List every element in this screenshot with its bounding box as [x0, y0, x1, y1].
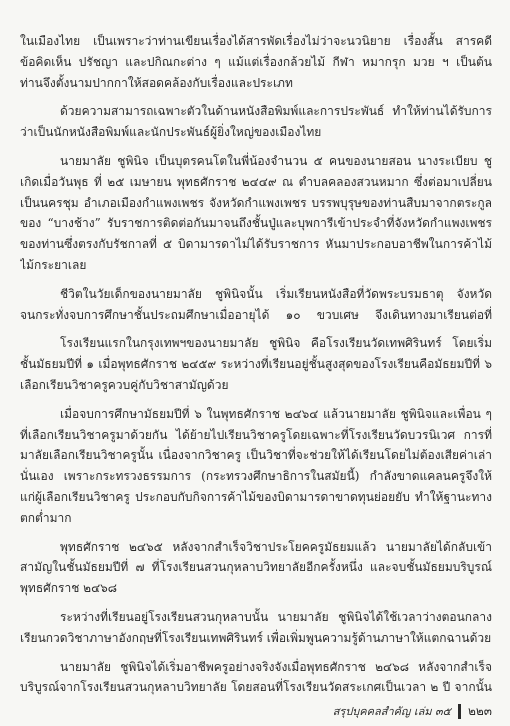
text-line: บริบูรณ์จากโรงเรียนสวนกุหลาบวิทยาลัย โดยสอนที่โรงเรียนวัดสระเกศเป็นเวลา ๒ ปี จากนั้น [20, 680, 492, 695]
text-line: เป็นนครชุม อำเภอเมืองกำแพงเพชร จังหวัดกำแพงเพชร บรรพบุรุษของท่านสืบมาจากตระกูล [20, 195, 492, 210]
paragraph [20, 537, 492, 599]
text-line: ชั้นมัธยมปีที่ ๑ เมื่อพุทธศักราช ๒๔๕๙ ระหว่างที่เรียนอยู่ชั้นสูงสุดของโรงเรียนคือมัธยมปีที่ ๖ [20, 357, 492, 372]
paragraph [20, 151, 492, 276]
text-line: ด้วยความสามารถเฉพาะตัวในด้านหนังสือพิมพ์และการประพันธ์ ทำให้ท่านได้รับการ [60, 104, 492, 119]
text-line: สามัญในชั้นมัธยมปีที่ ๗ ที่โรงเรียนสวนกุหลาบวิทยาลัยอีกครั้งหนึ่ง และจบชั้นมัธยมบริบูรณ์ [20, 560, 492, 575]
paragraph [20, 31, 492, 93]
text-line: เมื่อจบการศึกษามัธยมปีที่ ๖ ในพุทธศักราช ๒๔๖๔ แล้วนายมาลัย ชูพินิจและเพื่อน ๆ [60, 406, 492, 421]
text-line: ระหว่างที่เรียนอยู่โรงเรียนสวนกุหลาบนั้น นายมาลัย ชูพินิจได้ใช้เวลาว่างตอนกลาง [60, 609, 492, 624]
text-line: เรียนกวดวิชาภาษาอังกฤษที่โรงเรียนเทพศิรินทร์ เพื่อเพิ่มพูนความรู้ด้านภาษาให้แตกฉานด้วย [20, 630, 492, 645]
paragraph [20, 657, 492, 699]
text-line: นายมาลัย ชูพินิจ เป็นบุตรคนโตในพี่น้องจำนวน ๕ คนของนายสอน นางระเบียบ ชู [60, 153, 492, 168]
text-line: ข้อคิดเห็น ปรัชญา และปกิณกะต่าง ๆ แม้แต่เรื่องกล้วยไม้ กีฬา หมากรุก มวย ฯ เป็นต้น [20, 54, 492, 69]
text-line: แก่ผู้เลือกเรียนวิชาครู ประกอบกับกิจการค้าไม้ของบิดามารดาขาดทุนย่อยยับ ทำให้ฐานะทาง [20, 489, 492, 504]
text-line: ชีวิตในวัยเด็กของนายมาลัย ชูพินิจนั้น เริ่มเรียนหนังสือที่วัดพระบรมธาตุ จังหวัด [60, 286, 492, 301]
page-footer [333, 701, 492, 721]
text-line: มาลัยเลือกเรียนวิชาครูนั้น เนื่องจากวิชาครู เป็นวิชาที่จะช่วยให้ได้เรียนโดยไม่ต้องเสียค่าเล่า [20, 448, 492, 463]
text-line: เกิดเมื่อวันพุธ ที่ ๒๕ เมษายน พุทธศักราช ๒๔๔๙ ณ ตำบลคลองสวนหมาก ซึ่งต่อมาเปลี่ยน [20, 174, 492, 189]
paragraph [20, 404, 492, 529]
text-line: โรงเรียนแรกในกรุงเทพฯของนายมาลัย ชูพินิจ คือโรงเรียนวัดเทพศิรินทร์ โดยเริ่ม [60, 336, 492, 351]
text-line: ตกต่ำมาก [20, 510, 72, 525]
text-line: ในเมืองไทย เป็นเพราะว่าท่านเขียนเรื่องได้สารพัดเรื่องไม่ว่าจะนวนิยาย เรื่องสั้น สารคดี [20, 34, 492, 48]
text-line: ของท่านซึ่งตรงกับรัชกาลที่ ๕ บิดามารดาไม่ได้รับราชการ หันมาประกอบอาชีพในการค้าไม้ [20, 237, 492, 252]
text-line: ท่านจึงตั้งนามปากกาให้สอดคล้องกับเรื่องและประเภท [20, 75, 293, 90]
text-line: ว่าเป็นนักหนังสือพิมพ์และนักประพันธ์ผู้ยิ่งใหญ่ของเมืองไทย [20, 125, 322, 140]
publication-title: สรุปบุคคลสำคัญ เล่ม ๓๕ [332, 705, 451, 718]
text-line: ที่เลือกเรียนวิชาครูมาด้วยกัน ได้ย้ายไปเรียนวิชาครูโดยเฉพาะที่โรงเรียนวัดบวรนิเวศ การที่ [20, 427, 492, 442]
paragraph [20, 284, 492, 326]
text-line: จนกระทั่งจบการศึกษาชั้นประถมศึกษาเมื่ออายุได้ ๑๐ ขวบเศษ จึงเดินทางมาเรียนต่อที่ [20, 307, 492, 322]
body-text [20, 31, 492, 706]
text-line: พุทธศักราช ๒๔๖๕ หลังจากสำเร็จวิชาประโยคครูมัธยมแล้ว นายมาลัยได้กลับเข้า [60, 539, 492, 554]
text-line: นั่นเอง เพราะกระทรวงธรรมการ (กระทรวงศึกษาธิการในสมัยนี้) กำลังขาดแคลนครูจึงให้ [20, 469, 492, 484]
text-line: พุทธศักราช ๒๔๖๘ [20, 581, 118, 596]
paragraph [20, 101, 492, 143]
footer-divider [458, 704, 461, 719]
paragraph [20, 607, 492, 649]
text-line: เลือกเรียนวิชาครูควบคู่กับวิชาสามัญด้วย [20, 377, 229, 392]
text-line: ไม้กระยาเลย [20, 257, 87, 272]
text-line: ของ “บางช้าง” รับราชการติดต่อกันมาจนถึงชั้นปู่และบุพการีเข้าประจำที่จังหวัดกำแพงเพชร [20, 216, 492, 231]
page-number: ๒๒๓ [467, 703, 492, 718]
text-line: นายมาลัย ชูพินิจได้เริ่มอาชีพครูอย่างจริงจังเมื่อพุทธศักราช ๒๔๖๘ หลังจากสำเร็จ [60, 659, 492, 674]
paragraph [20, 333, 492, 395]
